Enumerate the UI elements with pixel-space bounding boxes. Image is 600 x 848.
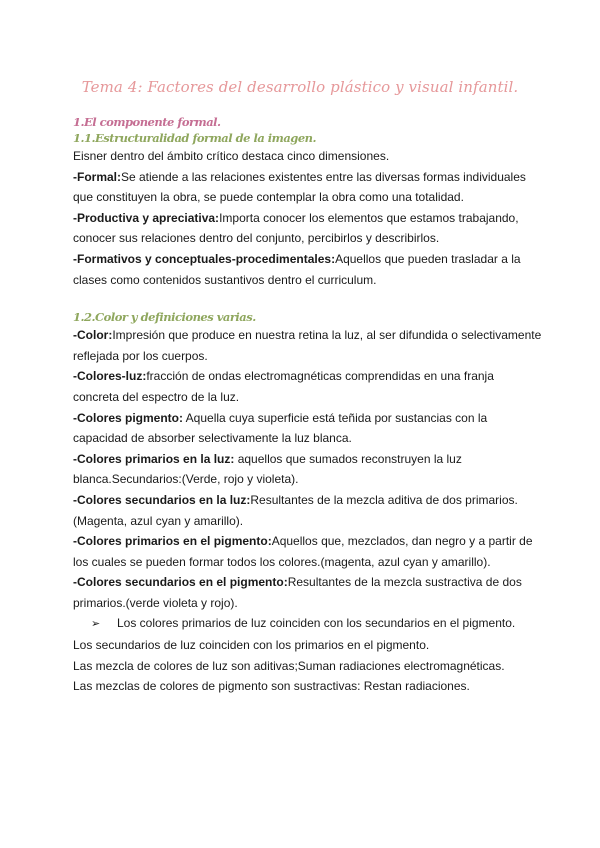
body-line: Las mezcla de colores de luz son aditivas;Suman radiaciones electromagnéticas.: [73, 658, 505, 673]
section-heading: 1.El componente formal.: [73, 115, 221, 129]
definition-text: Importa conocer los elementos que estamos trabajando, conocer sus relaciones dentro del conjunto, percibirlos y describirlos.: [73, 210, 519, 246]
bullet-item: [73, 613, 543, 635]
page-title: Tema 4: Factores del desarrollo plástico y visual infantil.: [81, 78, 519, 96]
definition-term: -Formal:: [73, 169, 121, 184]
definition-term: -Colores primarios en la luz:: [73, 451, 235, 466]
arrow-bullet-icon: ➢: [91, 618, 101, 631]
definition-term: -Colores primarios en el pigmento:: [73, 534, 272, 549]
definition-paragraph: [73, 490, 543, 531]
definition-text: Resultantes de la mezcla aditiva de dos primarios.(Magenta, azul cyan y amarillo).: [73, 492, 518, 528]
definition-text: aquellos que sumados reconstruyen la luz blanca.Secundarios:(Verde, rojo y violeta).: [73, 451, 462, 487]
spacer: [73, 290, 543, 309]
definition-paragraph: [73, 366, 543, 407]
definition-text: Aquella cuya superficie está teñida por sustancias con la capacidad de absorber selectivamente la luz blanca.: [73, 410, 488, 446]
definition-term: -Colores secundarios en la luz:: [73, 492, 251, 507]
intro-paragraph: Eisner dentro del ámbito crítico destaca cinco dimensiones.: [73, 149, 390, 163]
definition-paragraph: [73, 408, 543, 449]
definition-paragraph: [73, 531, 543, 572]
definition-term: -Colores secundarios en el pigmento:: [73, 575, 288, 590]
body-line: Las mezclas de colores de pigmento son sustractivas: Restan radiaciones.: [73, 679, 470, 694]
bullet-text: Los colores primarios de luz coinciden con los secundarios en el pigmento.: [117, 616, 516, 631]
definition-paragraph: [73, 572, 543, 613]
definition-text: fracción de ondas electromagnéticas comprendidas en una franja concreta del espectro de la luz.: [73, 369, 494, 404]
subsection-heading: 1.2.Color y definiciones varias.: [73, 310, 256, 325]
document-body: [73, 114, 543, 697]
definition-paragraph: [73, 449, 543, 490]
definition-text: Aquellos que, mezclados, dan negro y a partir de los cuales se pueden formar todos los colores.(magenta, azul cyan y amarillo).: [73, 534, 533, 569]
definition-term: -Formativos y conceptuales-procedimentales:: [73, 251, 336, 266]
definition-term: -Colores-luz:: [73, 369, 147, 384]
definition-paragraph: [73, 249, 543, 290]
definition-text: Se atiende a las relaciones existentes entre las diversas formas individuales que constituyen la obra, se puede contemplar la obra como una totalidad.: [73, 169, 526, 205]
definition-term: -Productiva y apreciativa:: [73, 210, 220, 225]
definition-paragraph: [73, 167, 543, 208]
definition-paragraph: [73, 325, 543, 366]
definition-text: Aquellos que pueden trasladar a la clases como contenidos sustantivos dentro el curriculum.: [73, 251, 521, 287]
body-line: Los secundarios de luz coinciden con los primarios en el pigmento.: [73, 638, 430, 653]
definition-text: Impresión que produce en nuestra retina la luz, al ser difundida o selectivamente reflejada por los cuerpos.: [73, 328, 542, 363]
definition-term: -Color:: [73, 328, 113, 343]
subsection-heading: 1.1.Estructuralidad formal de la imagen.: [73, 131, 317, 145]
definition-text: Resultantes de la mezcla sustractiva de dos primarios.(verde violeta y rojo).: [73, 575, 522, 610]
definition-paragraph: [73, 208, 543, 249]
definition-term: -Colores pigmento:: [73, 410, 183, 425]
